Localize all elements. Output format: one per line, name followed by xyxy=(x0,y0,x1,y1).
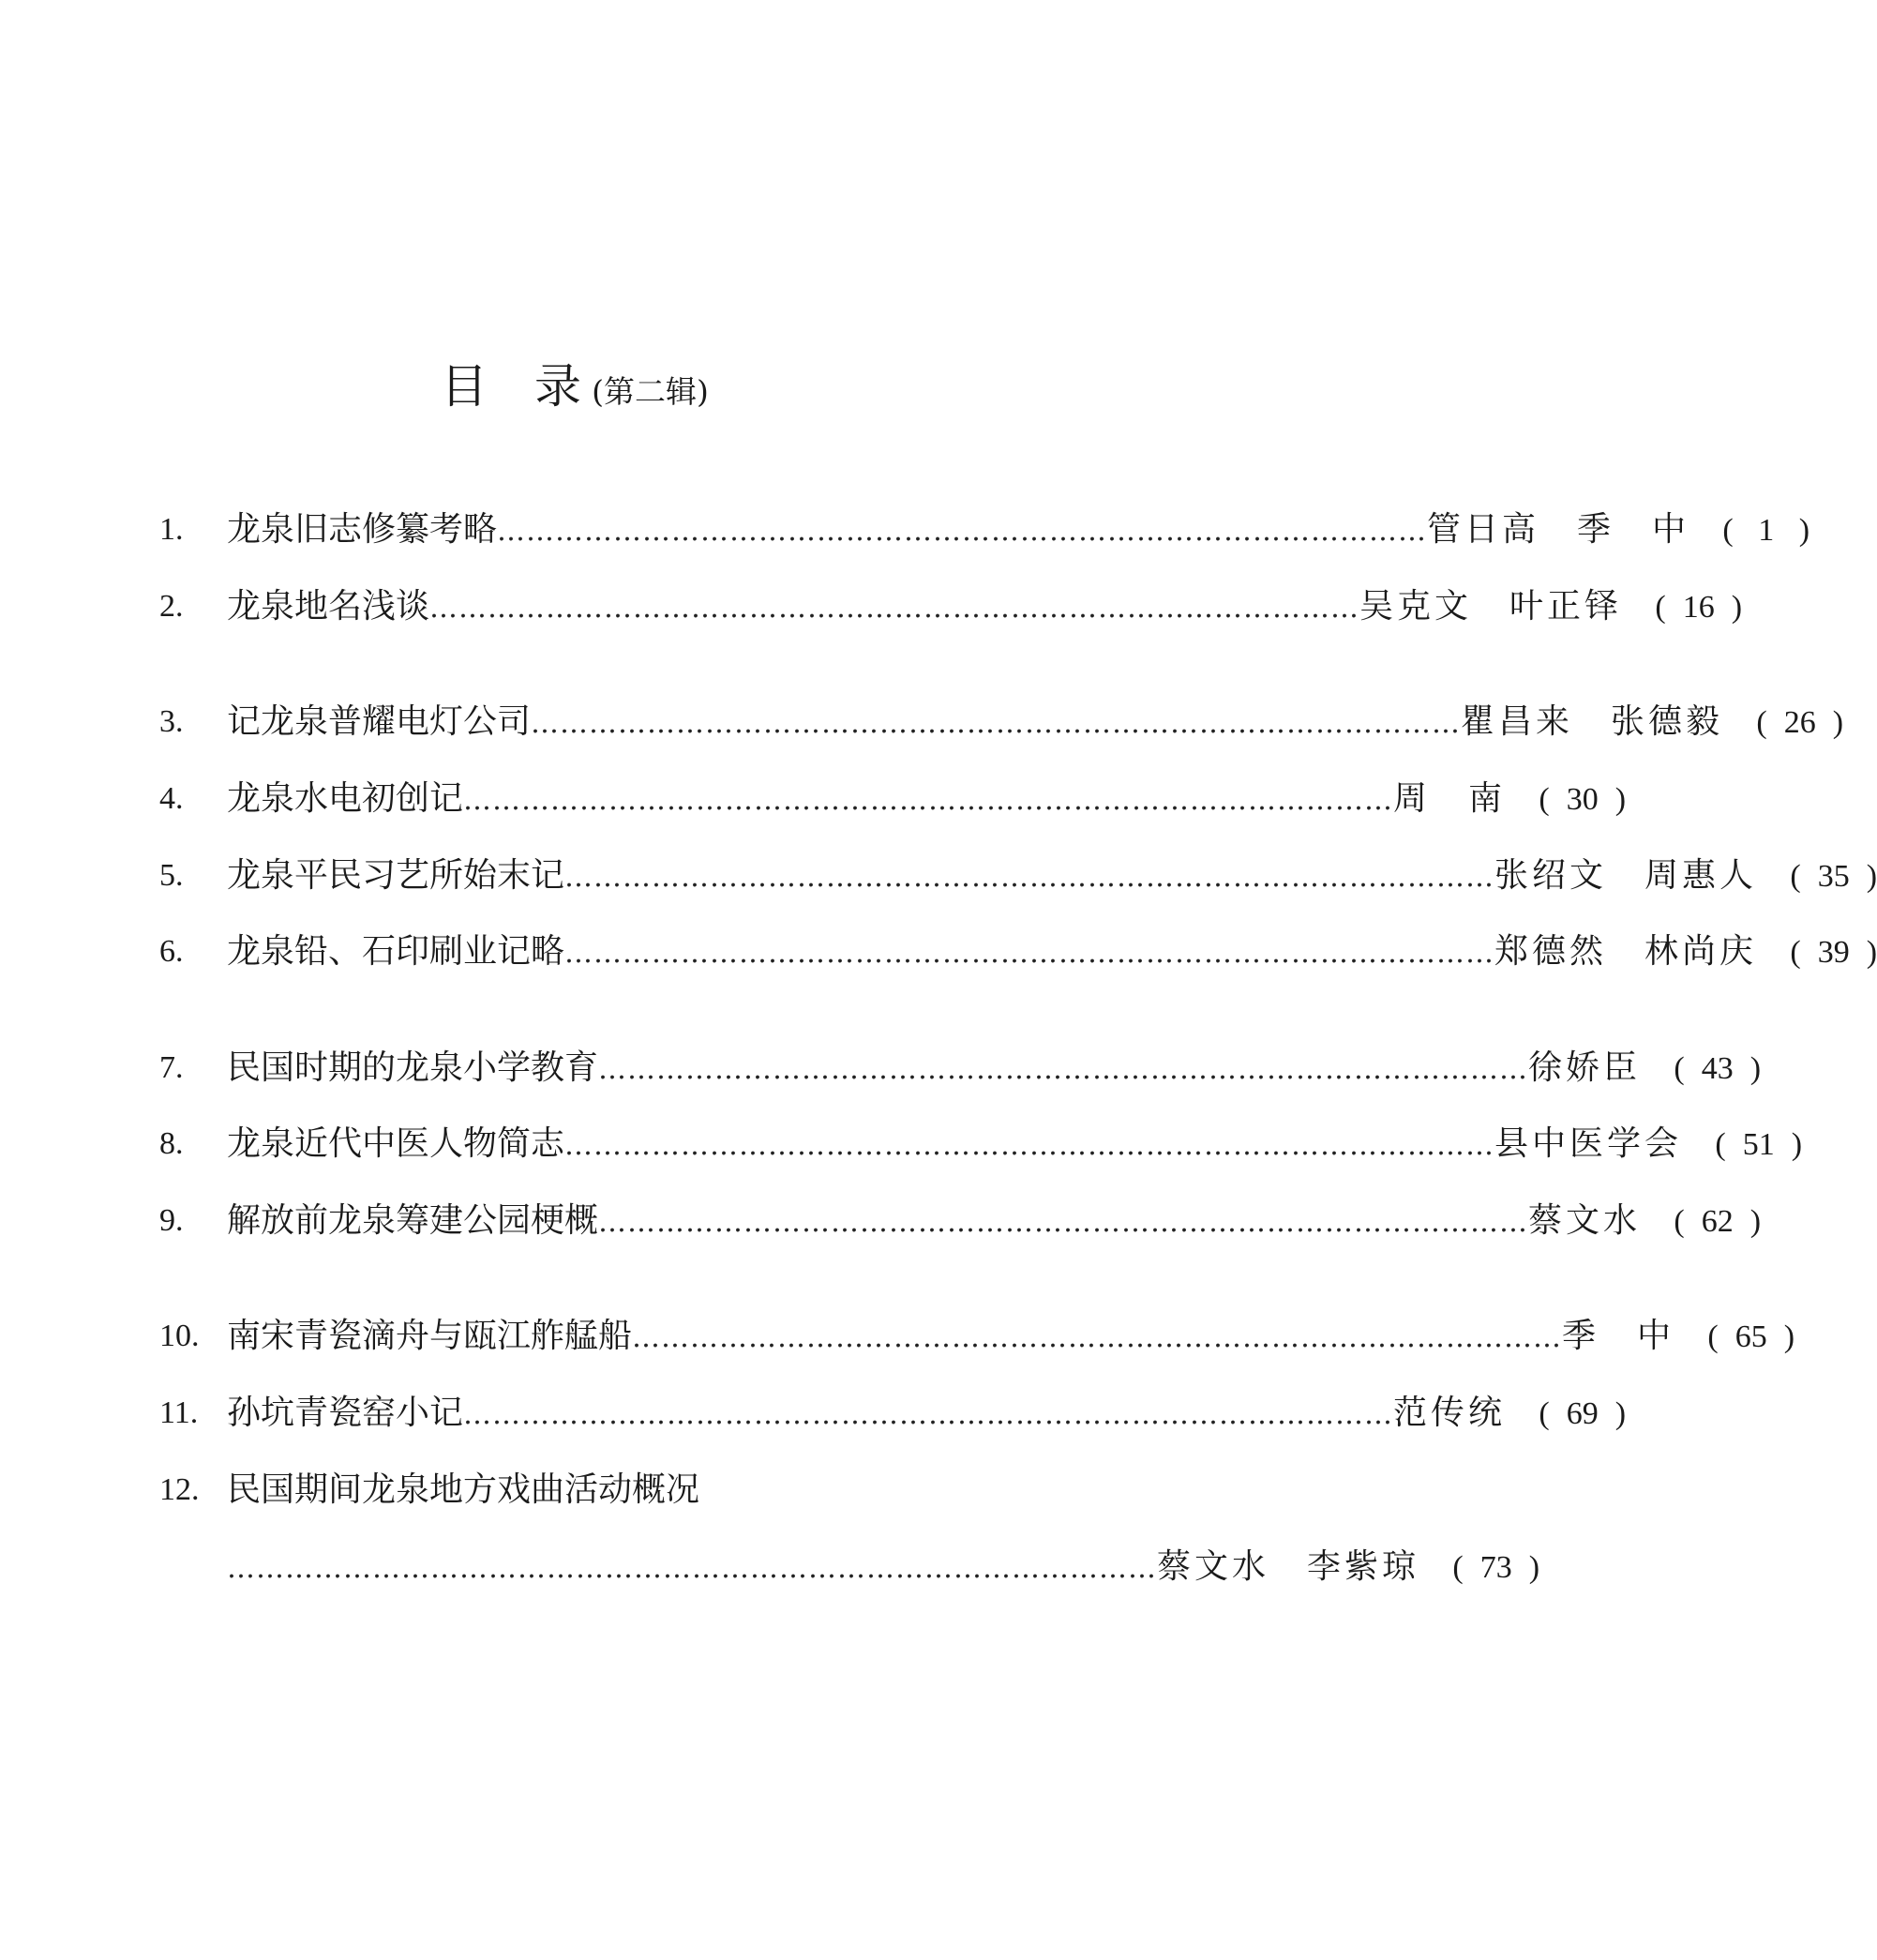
dot-leader: …………………………………………………………………………………… xyxy=(497,515,1428,548)
entry-author: 周 南 xyxy=(1393,779,1507,818)
toc-entry-3[interactable]: 3. 记龙泉普耀电灯公司 …………………………………………………………………………………… 瞿昌来 张德毅 ( 26 ) xyxy=(159,694,1134,750)
entry-number: 2. xyxy=(159,589,184,624)
toc-entry-7[interactable]: 7. 民国时期的龙泉小学教育 …………………………………………………………………………………… 徐娇臣 ( 43 ) xyxy=(159,1040,1134,1096)
entry-title: 解放前龙泉筹建公园梗概 xyxy=(227,1201,599,1240)
entry-number: 7. xyxy=(159,1050,184,1085)
entry-author: 蔡文水 xyxy=(1528,1201,1642,1240)
dot-leader: …………………………………………………………………………………… xyxy=(564,937,1495,970)
dot-leader: …………………………………………………………………………………… xyxy=(598,1053,1529,1086)
dot-leader: …………………………………………………………………………………… xyxy=(429,592,1360,625)
entry-title: 民国期间龙泉地方戏曲活动概况 xyxy=(227,1470,700,1509)
entry-title: 龙泉水电初创记 xyxy=(227,779,464,818)
entry-number: 3. xyxy=(159,704,184,739)
entry-number: 6. xyxy=(159,934,184,969)
entry-title: 龙泉平民习艺所始末记 xyxy=(227,856,565,895)
entry-page: 51 xyxy=(1742,1127,1775,1162)
entry-author: 县中医学会 xyxy=(1494,1124,1683,1163)
dot-leader: …………………………………………………………………………………… xyxy=(598,1206,1529,1239)
entry-page: 65 xyxy=(1734,1319,1767,1354)
toc-entry-6[interactable]: 6. 龙泉铅、石印刷业记略 …………………………………………………………………………………… 郑德然 林尚庆 ( 39 ) xyxy=(159,924,1134,980)
entry-number: 5. xyxy=(159,858,184,893)
toc-entry-8[interactable]: 8. 龙泉近代中医人物简志 …………………………………………………………………………………… 县中医学会 ( 51 ) xyxy=(159,1116,1134,1172)
entry-page: 73 xyxy=(1479,1550,1512,1585)
entry-number: 1. xyxy=(159,512,184,547)
entry-number: 9. xyxy=(159,1203,184,1238)
entry-page: 69 xyxy=(1566,1396,1599,1431)
entry-number: 4. xyxy=(159,781,184,816)
entry-title: 民国时期的龙泉小学教育 xyxy=(227,1048,599,1087)
entry-page: 35 xyxy=(1817,859,1850,894)
entry-author: 管日高 季 中 xyxy=(1427,510,1690,549)
entry-page: 43 xyxy=(1701,1051,1734,1086)
dot-leader: …………………………………………………………………………………… xyxy=(564,1129,1495,1162)
entry-author: 季 中 xyxy=(1562,1317,1675,1355)
toc-entry-2[interactable]: 2. 龙泉地名浅谈 …………………………………………………………………………………… 吴克文 叶正铎 ( 16 ) xyxy=(159,579,1134,635)
entry-number: 10. xyxy=(159,1319,200,1353)
entry-page: 1 xyxy=(1758,513,1775,548)
toc-entry-1[interactable]: 1. 龙泉旧志修纂考略 …………………………………………………………………………………… 管日高 季 中 ( 1 ) xyxy=(159,502,1134,558)
toc-entry-11[interactable]: 11. 孙坑青瓷窑小记 …………………………………………………………………………………… 范传统 ( 69 ) xyxy=(159,1385,1134,1441)
entry-author: 瞿昌来 张德毅 xyxy=(1461,702,1724,741)
toc-entry-10[interactable]: 10. 南宋青瓷滴舟与瓯江舴艋船 …………………………………………………………………………………… 季 中 ( 65 ) xyxy=(159,1308,1134,1364)
entry-author: 张绍文 周惠人 xyxy=(1494,856,1758,895)
entry-title: 龙泉近代中医人物简志 xyxy=(227,1124,565,1163)
entry-page: 62 xyxy=(1701,1204,1734,1239)
dot-leader: …………………………………………………………………………………… xyxy=(463,1398,1394,1431)
dot-leader: …………………………………………………………………………………… xyxy=(564,861,1495,894)
entry-title: 南宋青瓷滴舟与瓯江舴艋船 xyxy=(227,1317,633,1355)
entry-number: 8. xyxy=(159,1126,184,1161)
page-title xyxy=(441,349,709,416)
title-subtitle: (第二辑) xyxy=(592,373,709,410)
dot-leader: …………………………………………………………………………………… xyxy=(463,784,1394,817)
dot-leader: …………………………………………………………………………………… xyxy=(531,707,1462,740)
toc-entry-9[interactable]: 9. 解放前龙泉筹建公园梗概 …………………………………………………………………………………… 蔡文水 ( 62 ) xyxy=(159,1193,1134,1249)
entry-title: 龙泉地名浅谈 xyxy=(227,587,430,626)
entry-author: 徐娇臣 xyxy=(1528,1048,1642,1087)
entry-title: 记龙泉普耀电灯公司 xyxy=(227,702,532,741)
entry-author: 范传统 xyxy=(1393,1394,1507,1432)
toc-entry-4[interactable]: 4. 龙泉水电初创记 …………………………………………………………………………………… 周 南 ( 30 ) xyxy=(159,771,1134,827)
entry-page: 16 xyxy=(1682,590,1715,625)
title-main: 目 录 xyxy=(441,359,581,414)
toc-entry-12[interactable] xyxy=(159,1462,1134,1518)
entry-number: 11. xyxy=(159,1395,199,1430)
entry-page: 26 xyxy=(1783,705,1816,740)
entry-page: 39 xyxy=(1817,935,1850,970)
dot-leader: …………………………………………………………………………………… xyxy=(227,1552,1157,1585)
entry-title: 孙坑青瓷窑小记 xyxy=(227,1394,464,1432)
toc-entry-5[interactable]: 5. 龙泉平民习艺所始末记 …………………………………………………………………………………… 张绍文 周惠人 ( 35 ) xyxy=(159,848,1134,904)
dot-leader: …………………………………………………………………………………… xyxy=(632,1321,1563,1354)
toc-entry-12-continuation[interactable]: …………………………………………………………………………………… 蔡文水 李紫琼 ( 73 ) xyxy=(159,1539,1134,1595)
entry-title: 龙泉铅、石印刷业记略 xyxy=(227,932,565,971)
entry-author: 吴克文 叶正铎 xyxy=(1359,587,1623,626)
entry-author: 郑德然 林尚庆 xyxy=(1494,932,1758,971)
entry-page: 30 xyxy=(1566,782,1599,817)
entry-author: 蔡文水 李紫琼 xyxy=(1157,1547,1420,1586)
entry-title: 龙泉旧志修纂考略 xyxy=(227,510,498,549)
entry-number: 12. xyxy=(159,1472,200,1507)
